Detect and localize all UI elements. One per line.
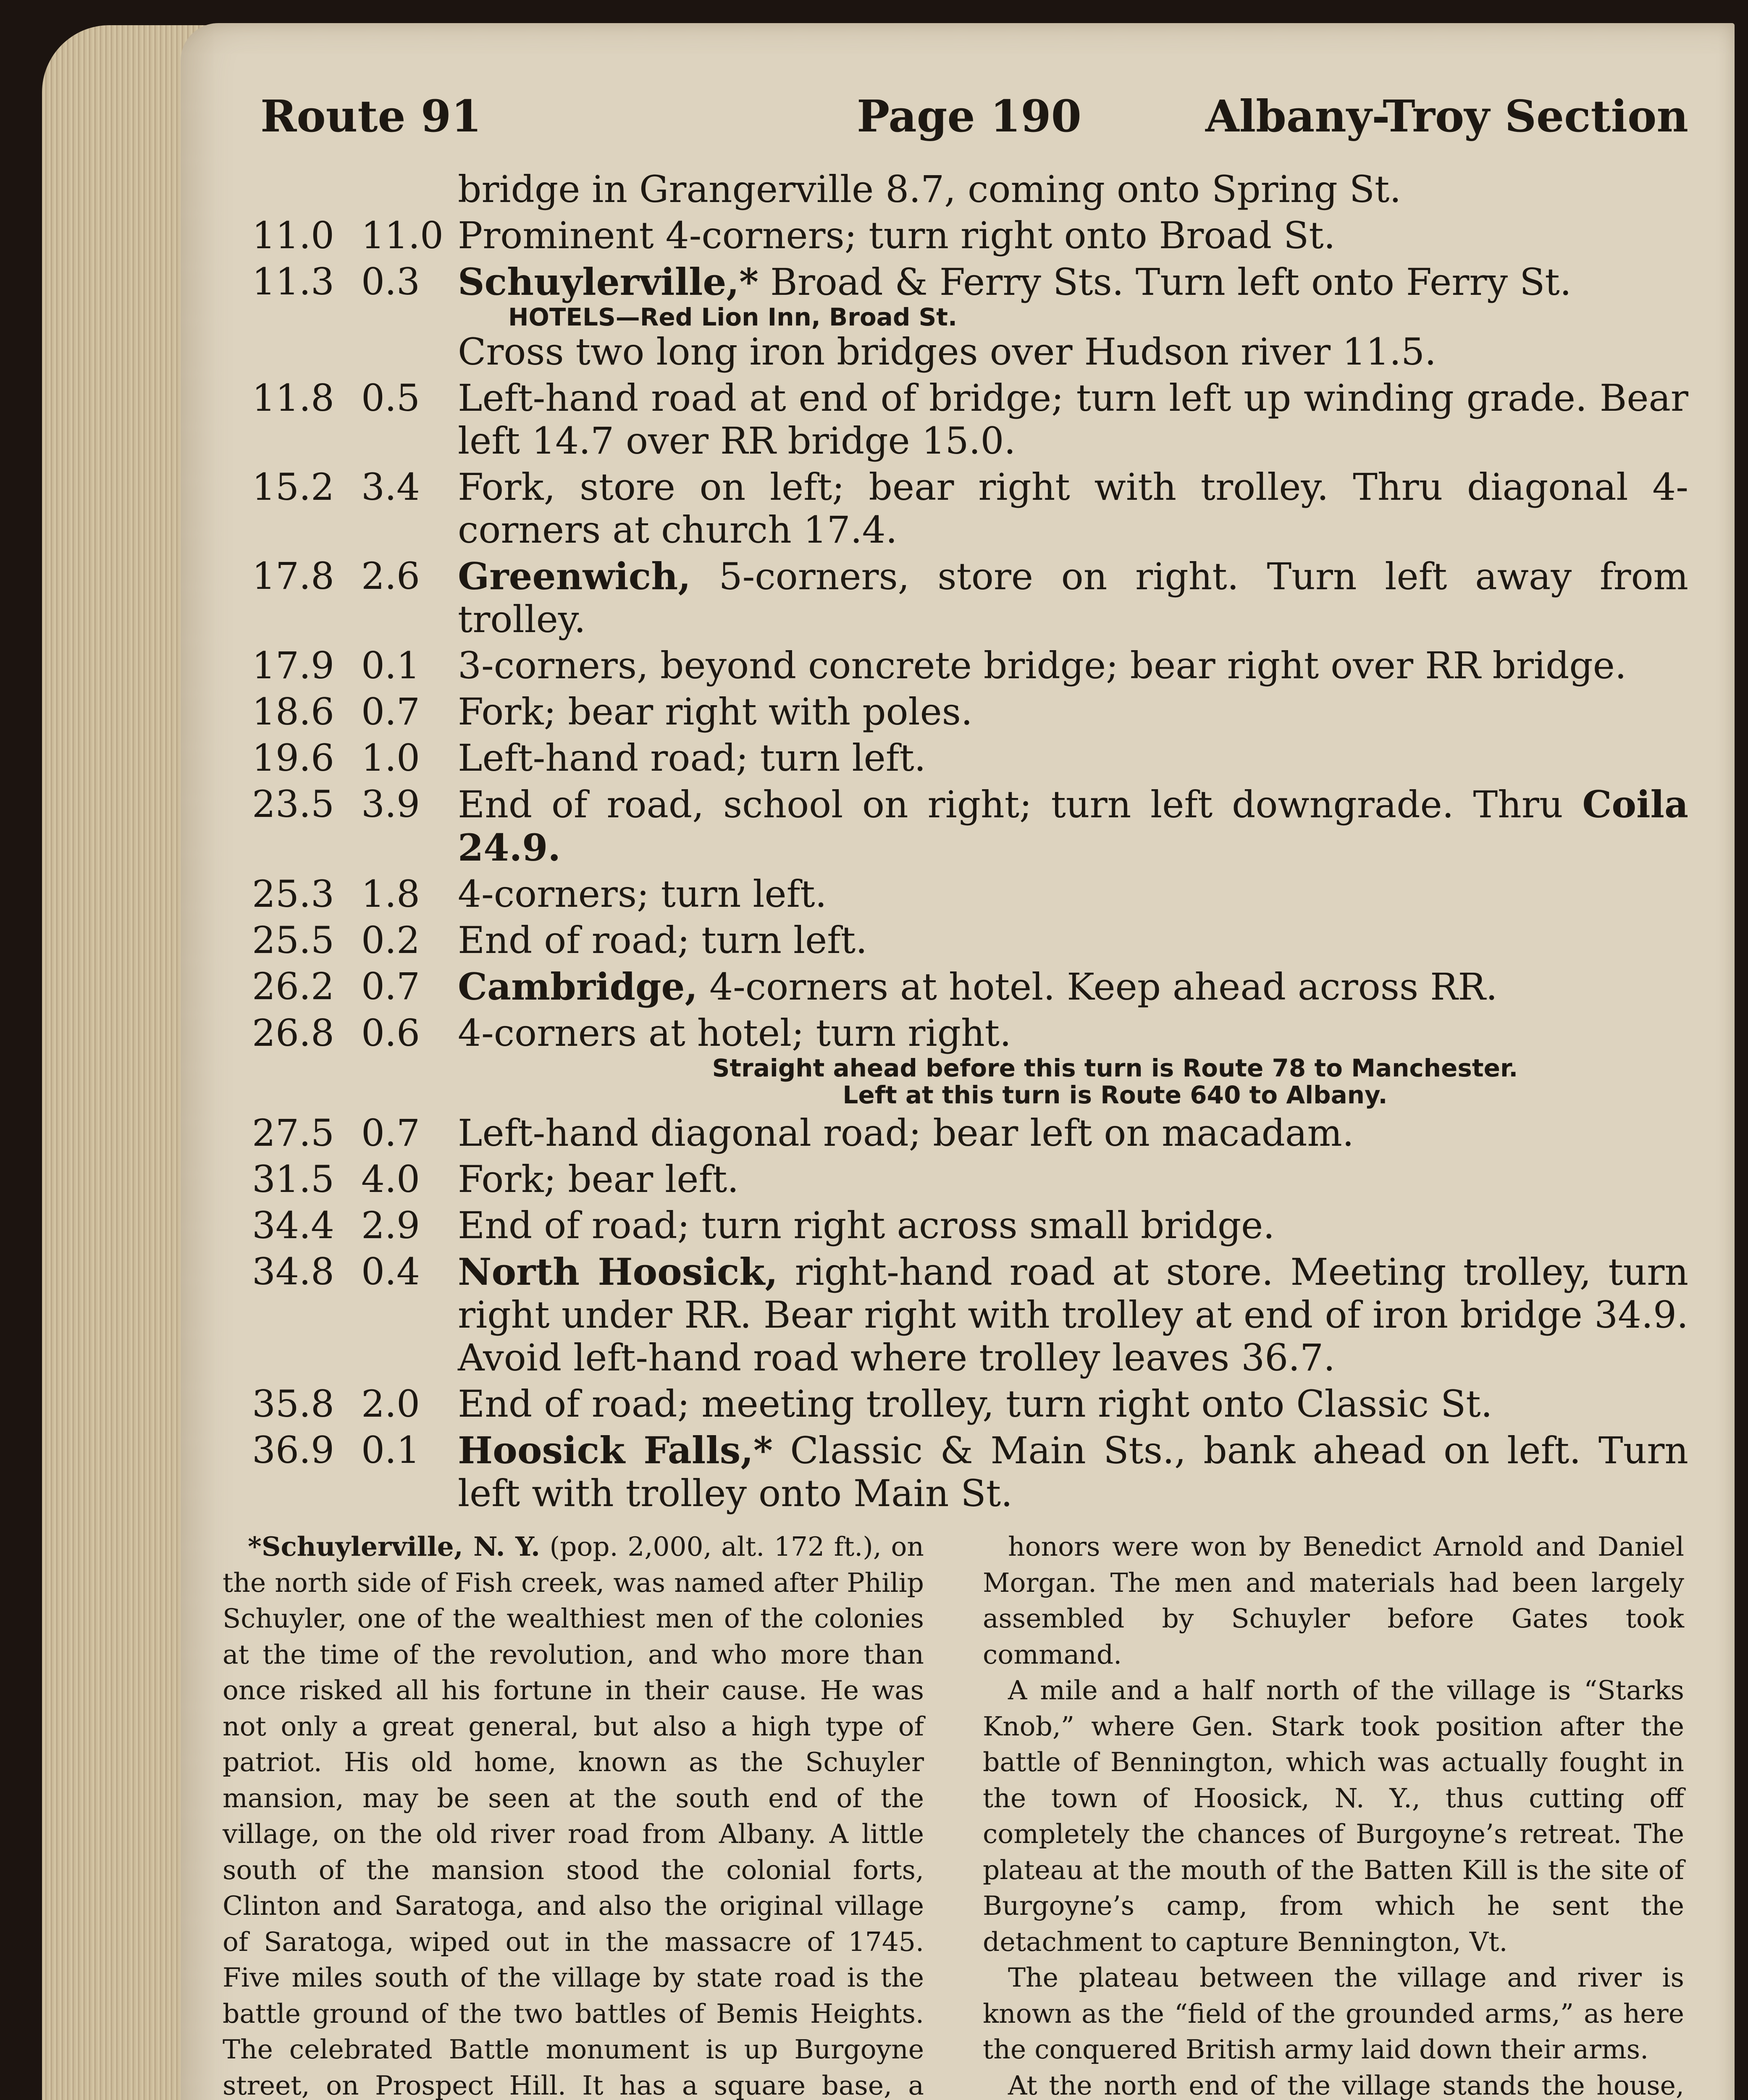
direction-extra: Cross two long iron bridges over Hudson river 11.5. <box>458 330 1436 373</box>
notes-left-column <box>223 1529 924 2100</box>
cumulative-mileage: 31.5 <box>252 1158 334 1201</box>
segment-mileage: 0.4 <box>361 1250 420 1293</box>
route-row <box>252 737 1688 780</box>
direction-text: Classic & Main Sts., bank ahead on left. Turn left with trolley onto Main St. <box>458 1429 1688 1515</box>
route-direction <box>458 965 1688 1008</box>
segment-mileage: 1.0 <box>361 736 420 780</box>
route-direction <box>458 737 1688 780</box>
cumulative-mileage: 26.8 <box>252 1011 334 1055</box>
route-direction <box>458 690 1688 733</box>
segment-mileage: 2.0 <box>361 1382 420 1425</box>
route-row <box>252 873 1688 916</box>
direction-text: 3-corners, beyond concrete bridge; bear right over RR bridge. <box>458 644 1627 687</box>
notes-columns <box>223 1529 1684 2100</box>
cumulative-mileage: 11.3 <box>252 260 334 303</box>
route-direction <box>458 644 1688 687</box>
segment-mileage: 3.9 <box>361 782 420 826</box>
note-paragraph <box>983 2068 1684 2100</box>
note-paragraph <box>223 1529 924 2100</box>
route-row <box>252 214 1688 257</box>
place-name: Schuylerville,* <box>458 260 759 304</box>
route-direction <box>458 1158 1688 1201</box>
direction-text: Fork, store on left; bear right with trolley. Thru diagonal 4-corners at church 17.4. <box>458 465 1688 551</box>
cumulative-mileage: 18.6 <box>252 690 334 733</box>
direction-text: Left-hand road at end of bridge; turn left up winding grade. Bear left 14.7 over RR bridge 15.0. <box>458 376 1688 462</box>
note-paragraph <box>983 1960 1684 2068</box>
direction-text: 4-corners at hotel; turn right. <box>458 1011 1011 1055</box>
segment-mileage: 0.1 <box>361 1428 420 1472</box>
route-continuation: bridge in Grangerville 8.7, coming onto Spring St. <box>458 168 1402 211</box>
direction-text: Prominent 4-corners; turn right onto Broad St. <box>458 214 1336 257</box>
direction-text: Fork; bear right with poles. <box>458 690 973 733</box>
cumulative-mileage: 17.9 <box>252 644 334 687</box>
page-number: Page 190 <box>857 90 1081 142</box>
direction-text: End of road, school on right; turn left downgrade. Thru <box>458 783 1563 826</box>
route-direction <box>458 1250 1688 1379</box>
route-continuation-row <box>252 168 1688 211</box>
cumulative-mileage: 23.5 <box>252 782 334 826</box>
place-name: Hoosick Falls,* <box>458 1428 773 1472</box>
segment-mileage: 3.4 <box>361 465 420 509</box>
route-row <box>252 1383 1688 1425</box>
route-row <box>252 644 1688 687</box>
cumulative-mileage: 27.5 <box>252 1111 334 1155</box>
note-text: honors were won by Benedict Arnold and Daniel Morgan. The men and materials had been largely assembled by Schuyler before Gates took command. <box>983 1531 1684 1670</box>
note-text: At the north end of the village stands the house, <box>1008 2070 1684 2100</box>
segment-mileage: 0.7 <box>361 1111 420 1155</box>
route-row <box>252 466 1688 551</box>
route-row <box>252 919 1688 962</box>
direction-text: 5-corners, store on right. Turn left away from trolley. <box>458 555 1688 641</box>
segment-mileage: 0.6 <box>361 1011 420 1055</box>
note-text: The plateau between the village and river is known as the “field of the grounded arms,” as here the conquered British army laid down their arms. <box>983 1962 1684 2065</box>
route-row <box>252 260 1688 373</box>
cumulative-mileage: 11.8 <box>252 376 334 420</box>
note-paragraph <box>983 1529 1684 1672</box>
route-row <box>252 1429 1688 1515</box>
place-name: North Hoosick, <box>458 1250 778 1294</box>
direction-text: Left-hand road; turn left. <box>458 736 926 780</box>
direction-text: End of road; turn right across small bridge. <box>458 1204 1275 1247</box>
direction-text: 4-corners at hotel. Keep ahead across RR. <box>698 965 1498 1008</box>
segment-mileage: 0.3 <box>361 260 420 303</box>
page-header <box>260 90 1688 162</box>
note-text: A mile and a half north of the village is “Starks Knob,” where Gen. Stark took position after the battle of Bennington, which was actually fought in the town of Hoosick, N. Y., thus cutting off completely the chances of Burgoyne’s retreat. The plateau at the mouth of the Batten Kill is the site of Burgoyne’s camp, from which he sent the detachment to capture Bennington, Vt. <box>983 1675 1684 1957</box>
cumulative-mileage: 15.2 <box>252 465 334 509</box>
segment-mileage: 2.6 <box>361 554 420 598</box>
route-row <box>252 555 1688 641</box>
route-direction <box>458 1429 1688 1515</box>
place-name: Greenwich, <box>458 554 691 598</box>
direction-text: End of road; meeting trolley, turn right onto Classic St. <box>458 1382 1493 1425</box>
route-direction <box>458 555 1688 641</box>
hotels-note: HOTELS—Red Lion Inn, Broad St. <box>508 303 958 331</box>
route-row <box>252 1204 1688 1247</box>
segment-mileage: 2.9 <box>361 1204 420 1247</box>
cumulative-mileage: 17.8 <box>252 554 334 598</box>
place-name: Cambridge, <box>458 965 698 1008</box>
direction-text: Left-hand diagonal road; bear left on macadam. <box>458 1111 1354 1155</box>
segment-mileage: 0.5 <box>361 376 420 420</box>
segment-mileage: 0.7 <box>361 965 420 1008</box>
cumulative-mileage: 11.0 <box>252 214 334 257</box>
route-row <box>252 965 1688 1008</box>
segment-mileage: 11.0 <box>361 214 444 257</box>
route-direction <box>458 783 1688 869</box>
cumulative-mileage: 25.5 <box>252 919 334 962</box>
cumulative-mileage: 35.8 <box>252 1382 334 1425</box>
route-cross-reference-note: Straight ahead before this turn is Route 78 to Manchester. <box>712 1054 1518 1082</box>
notes-right-column <box>983 1529 1684 2100</box>
segment-mileage: 1.8 <box>361 872 420 916</box>
route-direction <box>458 919 1688 962</box>
route-direction <box>458 214 1688 257</box>
section-title: Albany-Troy Section <box>1205 90 1688 142</box>
route-row <box>252 690 1688 733</box>
direction-text: Broad & Ferry Sts. Turn left onto Ferry St. <box>759 260 1572 304</box>
cumulative-mileage: 34.4 <box>252 1204 334 1247</box>
direction-text: right-hand road at store. Meeting trolley, turn right under RR. Bear right with trolley at end of iron bridge 34.9. Avoid left-hand road where trolley leaves 36.7. <box>458 1250 1688 1379</box>
cumulative-mileage: 25.3 <box>252 872 334 916</box>
route-direction <box>458 377 1688 462</box>
route-cross-reference-note: Left at this turn is Route 640 to Albany. <box>843 1081 1388 1109</box>
route-direction <box>458 873 1688 916</box>
route-direction <box>458 1112 1688 1155</box>
note-place-heading: *Schuylerville, N. Y. <box>248 1531 540 1562</box>
note-paragraph <box>983 1672 1684 1960</box>
route-direction <box>458 466 1688 551</box>
direction-text: End of road; turn left. <box>458 919 868 962</box>
route-row <box>252 377 1688 462</box>
route-number: Route 91 <box>260 90 482 142</box>
cumulative-mileage: 19.6 <box>252 736 334 780</box>
route-direction <box>458 1383 1688 1425</box>
note-text: (pop. 2,000, alt. 172 ft.), on the north side of Fish creek, was named after Philip Schuyler, one of the wealthiest men of the colonies at the time of the revolution, and who more than once risked all his fortune in their cause. He was not only a great general, but also a high type of patriot. His old home, known as the Schuyler mansion, may be seen at the south end of the village, on the old river road from Albany. A little south of the mansion stood the colonial forts, Clinton and Saratoga, and also the original village of Saratoga, wiped out in the massacre of 1745. Five miles south of the village by state road is the battle ground of the two battles of Bemis Heights. The celebrated Battle monument is up Burgoyne street, on Prospect Hill. It has a square base, a <box>223 1531 924 2100</box>
route-row <box>252 1158 1688 1201</box>
route-direction <box>458 1204 1688 1247</box>
cumulative-mileage: 34.8 <box>252 1250 334 1293</box>
direction-text: 4-corners; turn left. <box>458 872 827 916</box>
route-direction <box>458 1012 1688 1108</box>
cumulative-mileage: 36.9 <box>252 1428 334 1472</box>
segment-mileage: 4.0 <box>361 1158 420 1201</box>
route-row <box>252 1250 1688 1379</box>
route-table <box>252 168 1688 1518</box>
segment-mileage: 0.1 <box>361 644 420 687</box>
segment-mileage: 0.2 <box>361 919 420 962</box>
route-direction <box>458 260 1688 373</box>
route-rows <box>252 214 1688 1515</box>
direction-text: Fork; bear left. <box>458 1158 739 1201</box>
place-name: Coila 24.9. <box>458 782 1688 869</box>
cumulative-mileage: 26.2 <box>252 965 334 1008</box>
route-row <box>252 783 1688 869</box>
segment-mileage: 0.7 <box>361 690 420 733</box>
route-row <box>252 1012 1688 1108</box>
route-row <box>252 1112 1688 1155</box>
